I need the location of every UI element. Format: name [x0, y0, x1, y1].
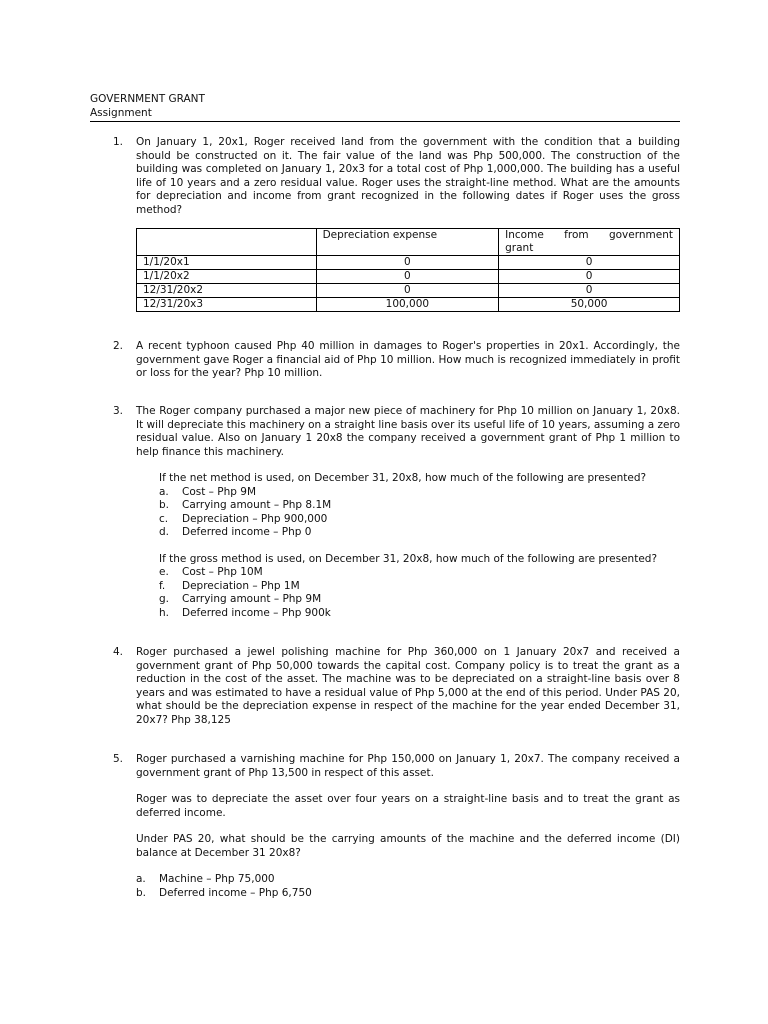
item-letter: h.	[159, 606, 169, 619]
item-text: Machine – Php 75,000	[159, 873, 275, 885]
item-text: Depreciation – Php 1M	[182, 579, 300, 592]
item-letter: a.	[159, 485, 169, 498]
item-text: Deferred income – Php 6,750	[159, 886, 312, 899]
list-item	[136, 887, 680, 901]
list-item	[159, 607, 680, 621]
question-2	[113, 340, 680, 381]
item-letter: c.	[159, 512, 169, 525]
list-item	[136, 873, 680, 887]
question-4	[113, 646, 680, 727]
net-method-intro: If the net method is used, on December 31, 20x8, how much of the following are presented?	[159, 472, 647, 484]
answer-list	[136, 873, 680, 900]
question-text: The Roger company purchased a major new piece of machinery for Php 10 million on January 1, 20x8. It will depreciate this machinery on a straight line basis over its useful life of 10 years, assuming a zero residual value. Also on January 1 20x8 the company received a government grant of Php 1 million to help finance this machinery.	[136, 405, 680, 458]
header-word: grant	[505, 242, 534, 254]
item-letter: d.	[159, 526, 170, 538]
question-number: 2.	[113, 340, 124, 352]
question-text: A recent typhoon caused Php 40 million in damages to Roger's properties in 20x1. Accordingly, the government gave Roger a financial aid of Php 10 million. How much is recognized immediately in profit or loss for the year? Php 10 million.	[136, 340, 680, 379]
row-date: 12/31/20x2	[137, 284, 317, 298]
item-text: Cost – Php 9M	[182, 485, 256, 498]
header-word: government	[608, 229, 673, 241]
item-letter: f.	[159, 579, 166, 592]
table-row	[137, 284, 680, 298]
item-letter: b.	[136, 886, 147, 899]
item-letter: g.	[159, 593, 170, 605]
question-5	[113, 753, 680, 900]
question-number: 3.	[113, 405, 124, 417]
item-text: Deferred income – Php 0	[182, 526, 312, 538]
question-text-2: Roger was to depreciate the asset over four years on a straight-line basis and to treat the grant as deferred income.	[136, 793, 680, 819]
list-item	[159, 486, 680, 500]
header-word: Income	[505, 229, 544, 241]
header-word: from	[564, 229, 589, 241]
depreciation-table	[136, 228, 680, 312]
row-date: 1/1/20x1	[137, 256, 317, 270]
item-letter: a.	[136, 873, 146, 885]
question-number: 4.	[113, 646, 124, 658]
item-text: Carrying amount – Php 8.1M	[182, 499, 332, 511]
question-3	[113, 405, 680, 620]
list-item	[159, 499, 680, 513]
gross-method-intro: If the gross method is used, on December 31, 20x8, how much of the following are presented?	[159, 552, 658, 565]
row-depreciation: 0	[316, 270, 499, 284]
table-row	[137, 256, 680, 270]
question-text-3: Under PAS 20, what should be the carrying amounts of the machine and the deferred income (DI) balance at December 31 20x8?	[136, 833, 680, 859]
row-date: 12/31/20x3	[137, 298, 317, 312]
document-header	[90, 93, 680, 120]
net-method-list	[159, 486, 680, 540]
header-divider	[90, 121, 680, 122]
row-depreciation: 0	[316, 284, 499, 298]
row-income: 50,000	[499, 298, 680, 312]
table-header-empty	[137, 229, 317, 256]
question-text: On January 1, 20x1, Roger received land from the government with the condition that a building should be constructed on it. The fair value of the land was Php 500,000. The construction of the building was completed on January 1, 20x3 for a total cost of Php 1,000,000. The building has a useful life of 10 years and a zero residual value. Roger uses the straight-line method. What are the amounts for depreciation and income from grant recognized in the following dates if Roger uses the gross method?	[136, 136, 680, 216]
list-item	[159, 513, 680, 527]
table-header-income	[499, 229, 680, 256]
list-item	[159, 526, 680, 540]
question-number: 1.	[113, 136, 124, 148]
question-text: Roger purchased a jewel polishing machine for Php 360,000 on 1 January 20x7 and received a government grant of Php 50,000 towards the capital cost. Company policy is to treat the grant as a reduction in the cost of the asset. The machine was to be depreciated on a straight-line basis over 8 years and was estimated to have a residual value of Php 5,000 at the end of this period. Under PAS 20, what should be the depreciation expense in respect of the machine for the year ended December 31, 20x7? Php 38,125	[136, 646, 680, 726]
question-number: 5.	[113, 753, 124, 765]
row-income: 0	[499, 256, 680, 270]
document-subtitle: Assignment	[90, 106, 152, 119]
document-title: GOVERNMENT GRANT	[90, 93, 205, 105]
item-text: Deferred income – Php 900k	[182, 606, 331, 619]
row-income: 0	[499, 284, 680, 298]
list-item	[159, 566, 680, 580]
item-text: Cost – Php 10M	[182, 566, 263, 578]
item-text: Carrying amount – Php 9M	[182, 593, 322, 605]
table-header-depreciation: Depreciation expense	[316, 229, 499, 256]
table-row	[137, 298, 680, 312]
item-letter: e.	[159, 566, 169, 578]
row-income: 0	[499, 270, 680, 284]
table-row	[137, 270, 680, 284]
gross-method-list	[159, 566, 680, 620]
item-letter: b.	[159, 499, 170, 511]
row-date: 1/1/20x2	[137, 270, 317, 284]
question-text: Roger purchased a varnishing machine for Php 150,000 on January 1, 20x7. The company received a government grant of Php 13,500 in respect of this asset.	[136, 753, 680, 779]
row-depreciation: 0	[316, 256, 499, 270]
item-text: Depreciation – Php 900,000	[182, 512, 328, 525]
question-1	[113, 136, 680, 217]
table-header-row	[137, 229, 680, 256]
row-depreciation: 100,000	[316, 298, 499, 312]
list-item	[159, 580, 680, 594]
list-item	[159, 593, 680, 607]
